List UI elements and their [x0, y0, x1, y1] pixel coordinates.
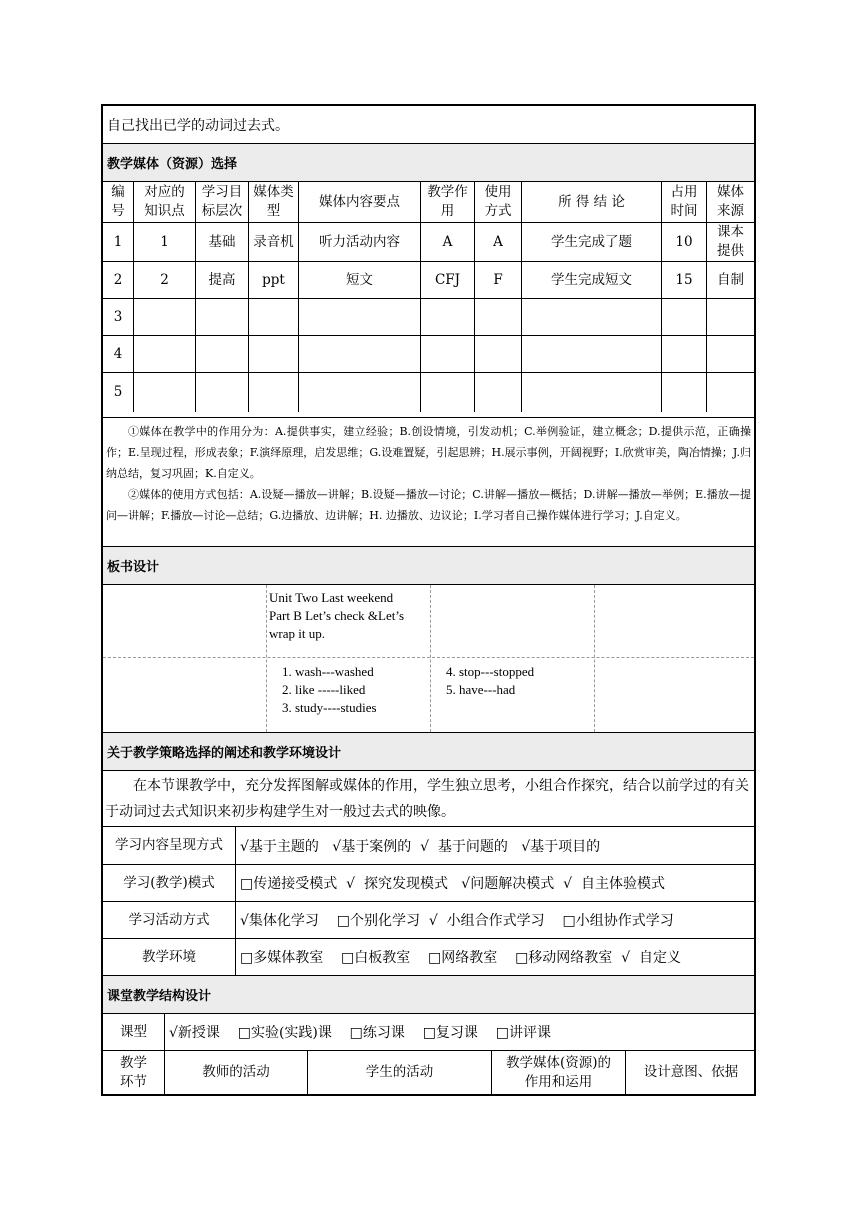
- board-title-line1: Unit Two Last weekend: [269, 590, 394, 605]
- media-table-cell: [662, 336, 707, 373]
- top-text: 自己找出已学的动词过去式。: [107, 117, 289, 134]
- media-table-cell: [475, 336, 522, 373]
- media-table-cell: [707, 299, 754, 336]
- media-table-cell: 1: [103, 223, 134, 262]
- strategy-row-options: √基于主题的 √基于案例的 √ 基于问题的 √基于项目的: [240, 838, 601, 855]
- media-table-cell: A: [421, 223, 475, 262]
- structure-section-title: 课堂教学结构设计: [107, 989, 212, 1004]
- strategy-row-environment: [101, 938, 756, 975]
- media-table-cell: 短文: [299, 262, 421, 299]
- strategy-row-label: 学习(教学)模式: [103, 865, 236, 901]
- board-list-item: 2. like -----liked: [295, 681, 429, 699]
- strategy-section-header: [101, 732, 756, 770]
- media-section-header: [101, 143, 756, 181]
- media-table-cell: A: [475, 223, 522, 262]
- media-table-cell: [421, 299, 475, 336]
- strategy-row-label: 学习活动方式: [103, 902, 236, 938]
- strategy-row-activity: [101, 901, 756, 938]
- structure-section-header: [101, 975, 756, 1013]
- media-table-cell: [134, 373, 196, 412]
- media-table-cell: [249, 373, 299, 412]
- media-table-header-cell: 占用时间: [662, 182, 707, 223]
- strategy-text: 在本节课教学中，充分发挥图解或媒体的作用，学生独立思考，小组合作探究，结合以前学过的有关于动词过去式知识来初步构建学生对一般过去式的映像。: [105, 778, 749, 820]
- structure-header-media: 教学媒体(资源)的作用和运用: [492, 1051, 626, 1094]
- media-table-cell: F: [475, 262, 522, 299]
- media-table-cell: 3: [103, 299, 134, 336]
- media-table: [101, 181, 756, 417]
- lesson-type-options: √新授课 □实验(实践)课 □练习课 □复习课 □讲评课: [169, 1025, 551, 1041]
- media-table-cell: [134, 299, 196, 336]
- board-title: [267, 585, 431, 647]
- media-table-cell: CFJ: [421, 262, 475, 299]
- media-table-header-cell: 使用方式: [475, 182, 522, 223]
- media-table-cell: 5: [103, 373, 134, 412]
- lesson-type-label: 课型: [103, 1014, 165, 1050]
- media-table-cell: [475, 373, 522, 412]
- board-list-item: 1. wash---washed: [295, 663, 429, 681]
- board-title-line2: Part B Let’s check &Let’s wrap it up.: [269, 608, 405, 641]
- media-table-cell: 录音机: [249, 223, 299, 262]
- media-table-cell: [522, 336, 662, 373]
- media-table-cell: [475, 299, 522, 336]
- board-list-right: [431, 659, 595, 703]
- board-list-left: [267, 659, 431, 721]
- media-table-cell: ppt: [249, 262, 299, 299]
- structure-header-rationale: 设计意图、依据: [643, 1064, 739, 1080]
- strategy-paragraph: [101, 770, 756, 826]
- media-table-cell: [662, 299, 707, 336]
- structure-table-header: [101, 1050, 756, 1096]
- media-table-cell: [249, 299, 299, 336]
- media-table-cell: [707, 373, 754, 412]
- top-text-row: [101, 104, 756, 143]
- board-list-item: 5. have---had: [459, 681, 593, 699]
- media-table-cell: [421, 373, 475, 412]
- strategy-row-options: □多媒体教室 □白板教室 □网络教室 □移动网络教室 √ 自定义: [240, 950, 682, 966]
- structure-header-student: 学生的活动: [308, 1051, 492, 1094]
- media-table-cell: 10: [662, 223, 707, 262]
- media-table-cell: [522, 299, 662, 336]
- strategy-row-mode: [101, 864, 756, 901]
- media-table-cell: 听力活动内容: [299, 223, 421, 262]
- structure-header-teacher: 教师的活动: [165, 1051, 308, 1094]
- board-list-item: 3. study----studies: [295, 699, 429, 717]
- media-table-cell: [249, 336, 299, 373]
- strategy-row-options: □传递接受模式 √ 探究发现模式 √问题解决模式 √ 自主体验模式: [240, 876, 665, 892]
- media-table-cell: 课本提供: [707, 223, 754, 262]
- media-table-cell: [299, 373, 421, 412]
- media-table-cell: 1: [134, 223, 196, 262]
- media-table-cell: 2: [134, 262, 196, 299]
- strategy-row-label: 教学环境: [103, 939, 236, 975]
- media-table-header-cell: 教学作用: [421, 182, 475, 223]
- media-table-header-cell: 对应的知识点: [134, 182, 196, 223]
- media-table-cell: [299, 336, 421, 373]
- strategy-row-options: √集体化学习 □个别化学习 √ 小组合作式学习 □小组协作式学习: [240, 913, 674, 929]
- media-table-cell: 自制: [707, 262, 754, 299]
- media-table-header-cell: 媒体内容要点: [299, 182, 421, 223]
- media-table-cell: [421, 336, 475, 373]
- media-table-cell: 提高: [196, 262, 249, 299]
- strategy-row-label: 学习内容呈现方式: [103, 827, 236, 864]
- media-table-cell: [707, 336, 754, 373]
- media-table-cell: [196, 299, 249, 336]
- media-table-header-cell: 编号: [103, 182, 134, 223]
- media-table-cell: [662, 373, 707, 412]
- media-table-cell: 学生完成短文: [522, 262, 662, 299]
- structure-header-phase: 教学环节: [103, 1051, 165, 1094]
- media-table-cell: [522, 373, 662, 412]
- media-notes: [101, 417, 756, 546]
- media-table-cell: 学生完成了题: [522, 223, 662, 262]
- media-table-cell: [196, 336, 249, 373]
- board-design: [101, 584, 756, 732]
- media-table-cell: [134, 336, 196, 373]
- media-table-cell: [299, 299, 421, 336]
- media-table-header-cell: 媒体类型: [249, 182, 299, 223]
- media-table-header-cell: 学习目标层次: [196, 182, 249, 223]
- media-table-cell: [196, 373, 249, 412]
- board-list-item: 4. stop---stopped: [459, 663, 593, 681]
- lesson-type-row: [101, 1013, 756, 1050]
- media-section-title: 教学媒体（资源）选择: [107, 157, 238, 172]
- media-table-cell: 15: [662, 262, 707, 299]
- media-table-header-cell: 所 得 结 论: [522, 182, 662, 223]
- strategy-row-content: [101, 826, 756, 864]
- media-table-header-cell: 媒体来源: [707, 182, 754, 223]
- media-table-cell: 基础: [196, 223, 249, 262]
- media-table-cell: 2: [103, 262, 134, 299]
- board-section-header: [101, 546, 756, 584]
- media-note-usage: ②媒体的使用方式包括：A.设疑—播放—讲解；B.设疑—播放—讨论；C.讲解—播放—概括；D.讲解—播放—举例；E.播放—提问—讲解；F.播放—讨论—总结；G.边播放、边讲解；H. 边播放、边议论；I.学习者自己操作媒体进行学习；J.自定义。: [106, 488, 751, 522]
- media-note-role: ①媒体在教学中的作用分为：A.提供事实，建立经验；B.创设情境，引发动机；C.举例验证，建立概念；D.提供示范，正确操作；E.呈现过程，形成表象；F.演绎原理，启发思维；G.设难置疑，引起思辨；H.展示事例，开阔视野；I.欣赏审美，陶冶情操；J.归纳总结，复习巩固；K.自定义。: [106, 425, 751, 480]
- media-table-cell: 4: [103, 336, 134, 373]
- board-section-title: 板书设计: [107, 560, 160, 575]
- strategy-section-title: 关于教学策略选择的阐述和教学环境设计: [107, 746, 342, 761]
